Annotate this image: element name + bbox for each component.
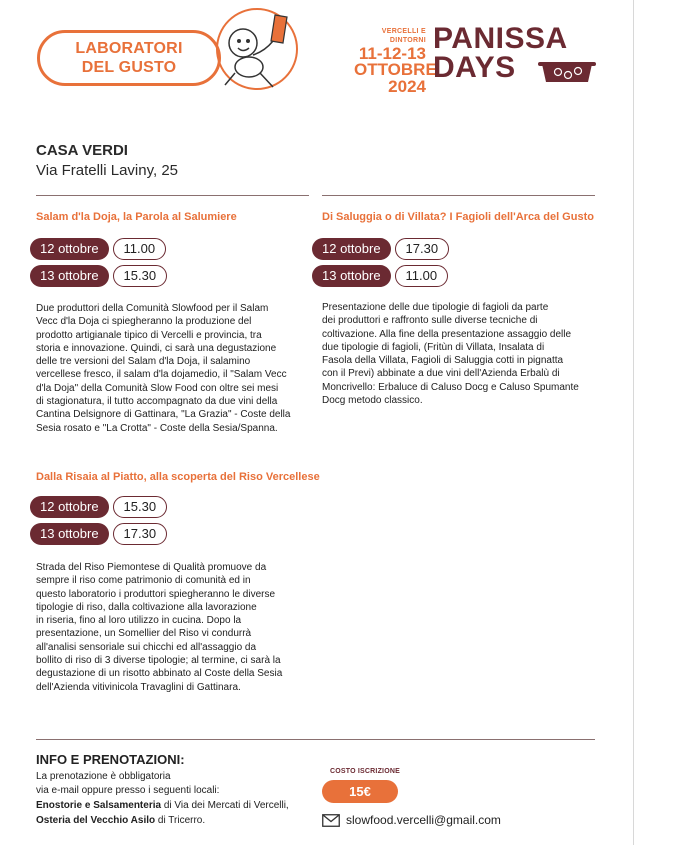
event-description-fagioli (322, 301, 612, 407)
event-date-block (354, 27, 437, 96)
session-time: 17.30 (395, 238, 450, 260)
description-line: dell'Azienda vitivinicola Travaglini di Gattinara. (36, 681, 241, 693)
info-line-place2 (36, 814, 205, 827)
event-description-riso (36, 561, 316, 694)
venue-address: Via Fratelli Laviny, 25 (36, 162, 179, 179)
place1-rest: di Via dei Mercati di Vercelli, (161, 800, 289, 811)
description-line: d'la Doja" della Comunità Slow Food con oltre sei mesi (36, 382, 279, 394)
event-title-fagioli: Di Saluggia o di Villata? I Fagioli dell'Arca del Gusto (322, 211, 594, 223)
description-line: presentazione, un Somellier del Riso vi condurrà (36, 628, 252, 640)
description-line: dei produttori e raffronto sulle diverse tecniche di (322, 315, 538, 327)
brand-line2: DAYS (433, 51, 516, 84)
divider-left-top (36, 195, 309, 196)
event-description-salam (36, 302, 316, 435)
description-line: Docg metodo classico. (322, 395, 423, 407)
session-date: 12 ottobre (312, 238, 391, 260)
description-line: storia e innovazione. Quindi, ci sarà una degustazione (36, 342, 277, 354)
session-row (30, 496, 167, 518)
divider-right-top (322, 195, 595, 196)
session-row (30, 523, 167, 545)
description-line: sempre il riso come patrimonio di comunità ed in (36, 575, 251, 587)
event-title-riso: Dalla Risaia al Piatto, alla scoperta del Riso Vercellese (36, 471, 320, 483)
session-time: 17.30 (113, 523, 168, 545)
description-line: due tipologie di fagioli, (Fritùn di Villata, Insalata di (322, 341, 545, 353)
session-time: 15.30 (113, 265, 168, 287)
description-line: all'analisi sensoriale sui chicchi ed all'assaggio da (36, 641, 257, 653)
description-line: Vecc d'la Doja ci spiegheranno la produzione del (36, 316, 252, 328)
badge-line2: DEL GUSTO (81, 59, 177, 76)
session-time: 11.00 (113, 238, 167, 260)
session-date: 13 ottobre (30, 265, 109, 287)
description-line: vercellese fresco, il salam d'la dojamedio, il "Salam Vecc (36, 369, 287, 381)
cost-value: 15€ (322, 780, 398, 803)
session-time: 15.30 (113, 496, 168, 518)
chef-mascot-icon (205, 3, 305, 103)
place1-name: Enostorie e Salsamenteria (36, 800, 162, 811)
description-line: degustazione di un risotto abbinato al Coste della Sesia (36, 668, 283, 680)
place2-rest: di Tricerro. (155, 815, 206, 826)
session-date: 13 ottobre (312, 265, 391, 287)
info-line-how: via e-mail oppure presso i seguenti locali: (36, 785, 220, 796)
description-line: Moncrivello: Erbaluce di Caluso Docg e Caluso Spumante (322, 381, 579, 393)
session-date: 13 ottobre (30, 523, 109, 545)
info-title: INFO E PRENOTAZIONI: (36, 752, 185, 767)
brand-line1: PANISSA (433, 22, 568, 55)
cost-label: COSTO ISCRIZIONE (330, 768, 400, 775)
description-line: di stagionatura, il tutto accompagnato da due vini della (36, 396, 278, 408)
contact-email-link[interactable] (322, 813, 501, 827)
event-title-salam: Salam d'la Doja, la Parola al Salumiere (36, 211, 237, 223)
description-line: questo laboratorio i produttori spiegheranno le diverse (36, 588, 276, 600)
info-line-booking: La prenotazione è obbligatoria (36, 771, 171, 782)
event-dates: 11-12-13 (358, 44, 426, 63)
envelope-icon (322, 814, 340, 827)
laboratori-badge (37, 30, 221, 86)
description-line: con il Previ) abbinate a due vini dell'Azienda Erbalù di (322, 368, 560, 380)
description-line: delle tre versioni del Salam d'la Doja, il salamino (36, 356, 251, 368)
session-date: 12 ottobre (30, 496, 109, 518)
description-line: Fasola della Villata, Fagioli di Saluggia cotti in pignatta (322, 355, 564, 367)
description-line: Due produttori della Comunità Slowfood per il Salam (36, 303, 269, 314)
description-line: prodotto artigianale tipico di Vercelli e provincia, tra (36, 329, 262, 341)
description-line: Strada del Riso Piemontese di Qualità promuove da (36, 562, 267, 573)
badge-line1: LABORATORI (75, 40, 183, 57)
contact-email[interactable]: slowfood.vercelli@gmail.com (346, 813, 501, 827)
event-month: OTTOBRE (354, 60, 437, 79)
session-row (30, 238, 166, 260)
description-line: bollito di riso di 3 diverse tipologie; al termine, ci sarà la (36, 655, 281, 667)
description-line: coltivazione. Alla fine della presentazione assaggio delle (322, 328, 572, 340)
description-line: tipologie di riso, dalla coltivazione alla lavorazione (36, 601, 257, 613)
cooking-pot-icon (536, 58, 598, 84)
session-date: 12 ottobre (30, 238, 109, 260)
event-place: VERCELLI E DINTORNI (381, 28, 426, 44)
divider-bottom (36, 739, 595, 740)
description-line: in riseria, fino al loro utilizzo in cucina. Dopo la (36, 615, 242, 627)
info-line-place1 (36, 799, 289, 812)
description-line: Presentazione delle due tipologie di fagioli da parte (322, 302, 549, 313)
session-time: 11.00 (395, 265, 449, 287)
description-line: Sesia rosato e "La Crotta" - Coste della Sesia/Spanna. (36, 422, 278, 434)
description-line: Cantina Delsignore di Gattinara, "La Grazia" - Coste della (36, 409, 291, 421)
event-year: 2024 (388, 77, 426, 96)
session-row (30, 265, 167, 287)
place2-name: Osteria del Vecchio Asilo (36, 815, 156, 826)
venue-name: CASA VERDI (36, 142, 128, 159)
session-row (312, 238, 449, 260)
session-row (312, 265, 448, 287)
page-edge-rule (633, 0, 634, 845)
